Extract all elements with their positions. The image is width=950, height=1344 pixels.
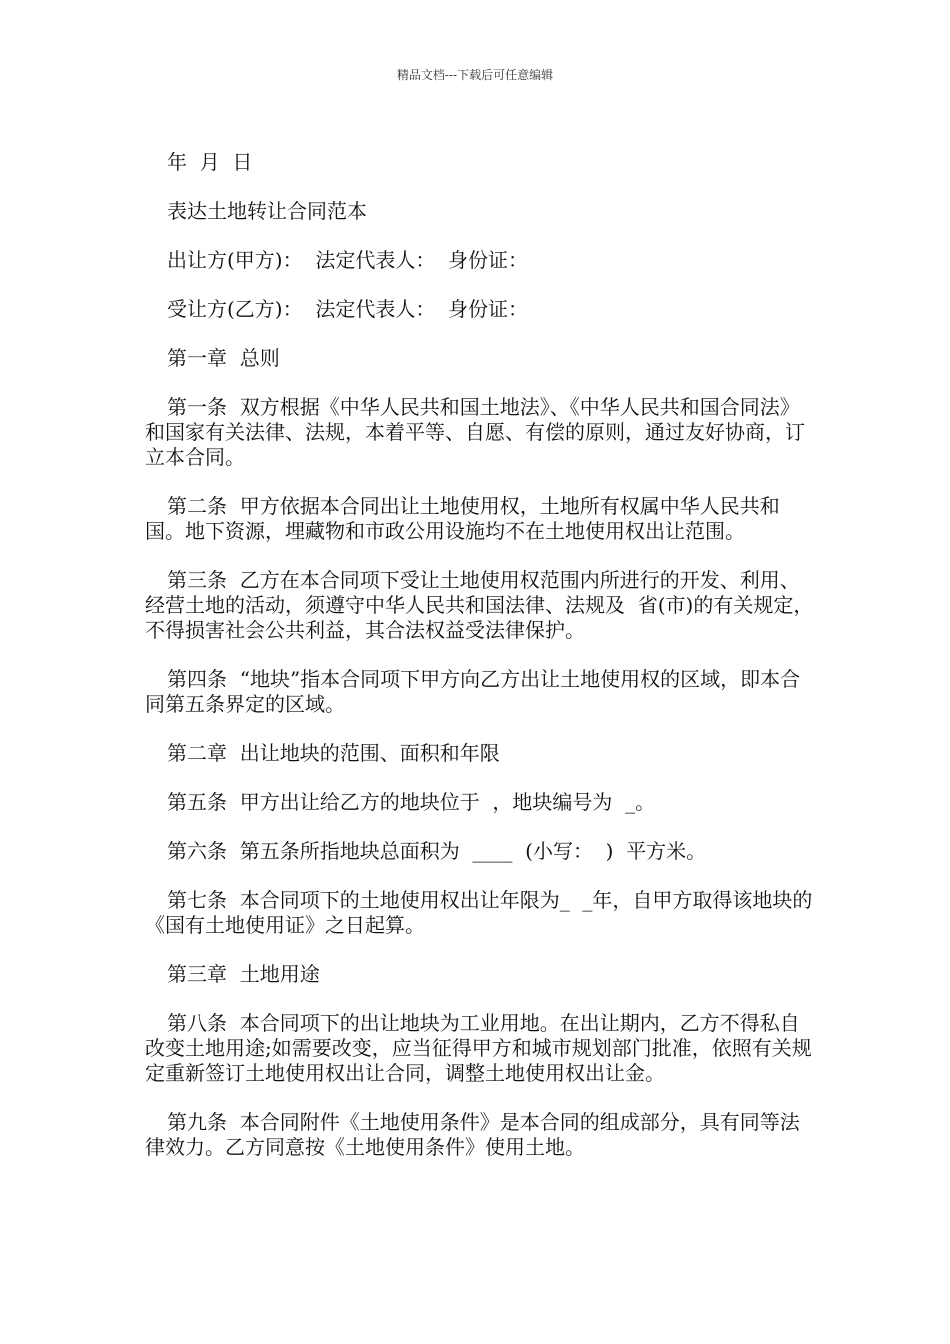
article-2: 第二条 甲方依据本合同出让土地使用权，土地所有权属中华人民共和国。地下资源，埋藏物和市政公用设施均不在土地使用权出让范围。: [145, 494, 780, 543]
chapter-3-heading: 第三章 土地用途: [167, 962, 320, 986]
article-6: 第六条 第五条所指地块总面积为 ____ (小写： ) 平方米。: [167, 839, 707, 863]
chapter-1-heading: 第一章 总则: [167, 346, 280, 370]
date-line: 年 月 日: [167, 150, 253, 174]
article-5: 第五条 甲方出让给乙方的地块位于 ，地块编号为 _。: [167, 790, 656, 814]
chapter-2-heading: 第二章 出让地块的范围、面积和年限: [167, 741, 500, 765]
article-7: 第七条 本合同项下的土地使用权出让年限为_ _年，自甲方取得该地块的《国有土地使用证》之日起算。: [145, 888, 813, 937]
article-3: 第三条 乙方在本合同项下受让土地使用权范围内所进行的开发、利用、经营土地的活动，须遵守中华人民共和国法律、法规及 省(市)的有关规定，不得损害社会公共利益，其合法权益受法律保护。: [145, 568, 814, 642]
article-4: 第四条 “地块”指本合同项下甲方向乙方出让土地使用权的区域，即本合同第五条界定的区域。: [145, 667, 801, 716]
party-b-line: 受让方(乙方)： 法定代表人： 身份证：: [167, 297, 529, 321]
article-9: 第九条 本合同附件《土地使用条件》是本合同的组成部分，具有同等法律效力。乙方同意按《土地使用条件》使用土地。: [145, 1110, 800, 1159]
document-body: [145, 150, 815, 1184]
article-1: 第一条 双方根据《中华人民共和国土地法》、《中华人民共和国合同法》和国家有关法律、法规，本着平等、自愿、有偿的原则，通过友好协商，订立本合同。: [145, 395, 805, 469]
article-8: 第八条 本合同项下的出让地块为工业用地。在出让期内，乙方不得私自改变土地用途;如需要改变，应当征得甲方和城市规划部门批准，依照有关规定重新签订土地使用权出让合同，调整土地使用权出让金。: [145, 1011, 812, 1085]
page-header: 精品文档---下载后可任意编辑: [396, 68, 554, 82]
party-a-line: 出让方(甲方)： 法定代表人： 身份证：: [167, 248, 529, 272]
document-title: 表达土地转让合同范本: [167, 199, 367, 223]
